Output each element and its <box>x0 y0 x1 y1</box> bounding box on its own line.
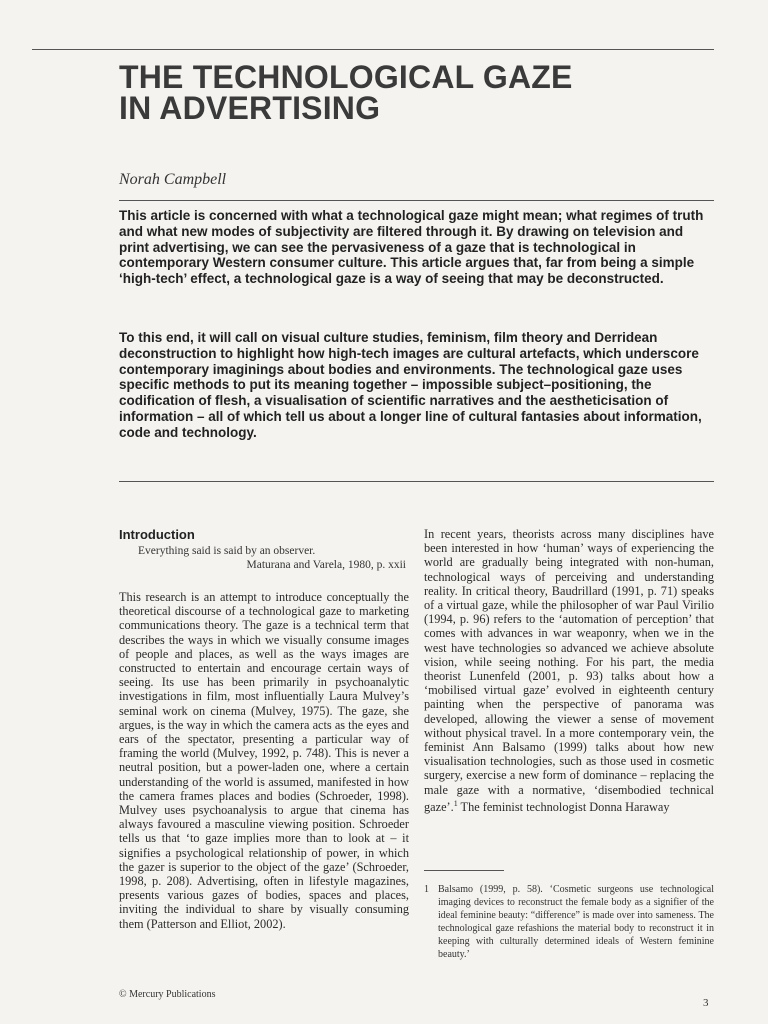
footnote-number: 1 <box>424 884 429 895</box>
top-rule <box>32 49 714 50</box>
introduction-body: This research is an attempt to introduce conceptually the theoretical discourse of a technological gaze to marketing communications theory. The gaze is a technical term that describes the ways in which we visually consume images of people and places, as well as the ways images are constructed to entertain and encourage certain ways of seeing. Its use has been primarily in psychoanalytic investigations in film, most influentially Laura Mulvey’s seminal work on cinema (Mulvey, 1975). The gaze, she argues, is the way in which the camera acts as the eyes and ears of the spectator, presenting a particular way of framing the world (Mulvey, 1992, p. 748). This is never a neutral position, but a power-laden one, where a certain understanding of the world is assumed, manifested in how the camera frames places and bodies (Schroeder, 1998). Mulvey uses psychoanalysis to argue that cinema has always favoured a masculine viewing position. Schroeder tells us that ‘to gaze implies more than to look at – it signifies a psychological relationship of power, in which the gazer is superior to the object of the gaze’ (Schroeder, 1998, p. 208). Advertising, often in lifestyle magazines, presents various gazes of bodies, spaces and places, inviting the individual to share by visually consuming them (Patterson and Elliot, 2002). <box>119 590 409 931</box>
abstract-bottom-rule <box>119 481 714 482</box>
footnote-text: Balsamo (1999, p. 58). ‘Cosmetic surgeons use technological imaging devices to reconstruct the female body as a signifier of the ideal feminine beauty: “difference” is made over into sameness. The technological gaze refashions the material body to reconstruct it in keeping with culturally determined ideals of Western feminine beauty.’ <box>438 884 714 960</box>
right-column <box>424 527 714 814</box>
right-body-continuation: The feminist technologist Donna Haraway <box>457 799 670 814</box>
footnote <box>424 883 714 961</box>
epigraph-source: Maturana and Varela, 1980, p. xxii <box>246 559 406 571</box>
right-column-body <box>424 527 714 814</box>
title-line-2: IN ADVERTISING <box>119 90 381 126</box>
epigraph-quote: Everything said is said by an observer. <box>138 545 316 557</box>
abstract-top-rule <box>119 200 714 201</box>
publisher-credit: © Mercury Publications <box>119 989 216 1000</box>
title-line-1: THE TECHNOLOGICAL GAZE <box>119 59 573 95</box>
section-heading-introduction: Introduction <box>119 527 195 542</box>
footnote-reference: 1 <box>453 798 458 808</box>
author-name: Norah Campbell <box>119 171 227 188</box>
article-title <box>119 59 679 126</box>
footnote-rule <box>424 870 504 871</box>
abstract-paragraph-2: To this end, it will call on visual culture studies, feminism, film theory and Derridean deconstruction to highlight how high-tech images are cultural artefacts, which underscore contemporary imaginings about bodies and environments. The technological gaze uses specific methods to put its meaning together – impossible subject–positioning, the codification of flesh, a visualisation of scientific narratives and the aestheticisation of information – all of which tell us about a longer line of cultural fantasies about information, code and technology. <box>119 330 702 440</box>
left-column <box>119 527 409 931</box>
abstract-paragraph-1: This article is concerned with what a technological gaze might mean; what regimes of truth and what new modes of subjectivity are filtered through it. By drawing on television and print advertising, we can see the pervasiveness of a gaze that is technological in contemporary Western consumer culture. This article argues that, far from being a simple ‘high-tech’ effect, a technological gaze is a way of seeing that may be deconstructed. <box>119 208 704 287</box>
page-number: 3 <box>703 997 709 1009</box>
right-body-text: In recent years, theorists across many disciplines have been interested in how ‘human’ ways of experiencing the world are gradually being integrated with non-human, technological ways of perceiving and understanding reality. In critical theory, Baudrillard (1991, p. 71) speaks of a virtual gaze, while the philosopher of war Paul Virilio (1994, p. 96) refers to the ‘automation of perception’ that comes with advances in war weaponry, when we in the west have technologies so advanced we achieve absolute vision, while seeing nothing. For his part, the media theorist Lunenfeld (2001, p. 93) talks about how a ‘mobilised virtual gaze’ evolved in eighteenth century painting when the perspective of panorama was developed, allowing the viewer a sense of movement without physical travel. In a more contemporary vein, the feminist Ann Balsamo (1999) talks about how new visualisation technologies, such as those used in cosmetic surgery, exercise a new form of dominance – replacing the male gaze with a normative, ‘disembodied technical gaze’. <box>424 527 714 814</box>
